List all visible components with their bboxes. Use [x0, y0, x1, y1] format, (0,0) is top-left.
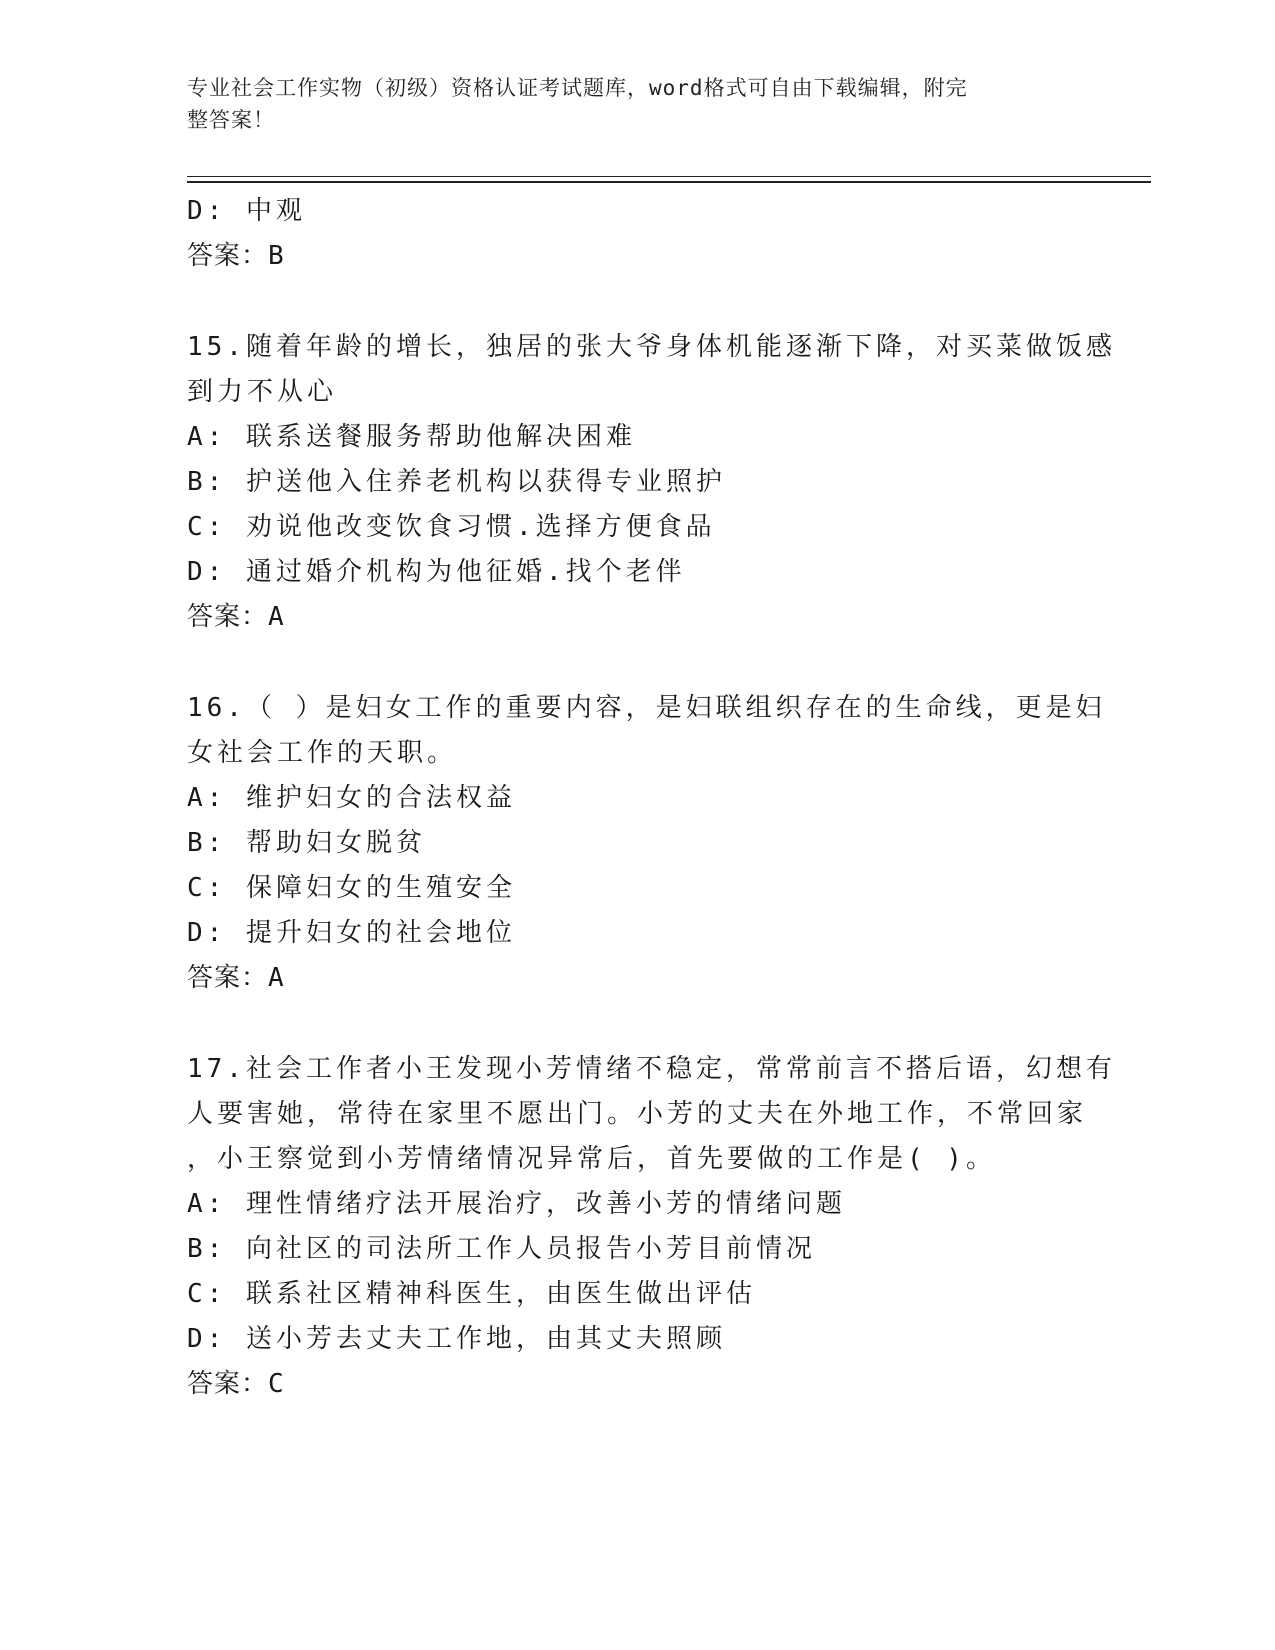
header-divider-thin	[187, 176, 1151, 177]
option-d: D: 提升妇女的社会地位	[187, 918, 516, 948]
answer-value: B	[268, 241, 285, 271]
stem-line: ，小王察觉到小芳情绪情况异常后，首先要做的工作是( )。	[187, 1144, 996, 1174]
answer-label: 答案：	[187, 1369, 269, 1399]
answer-value: A	[268, 963, 285, 993]
header-divider-thick	[187, 181, 1151, 183]
answer-line	[187, 595, 1087, 640]
answer-line	[187, 234, 1087, 279]
answer-value: C	[268, 1369, 285, 1399]
answer-label: 答案：	[187, 963, 269, 993]
question-17	[187, 1047, 1116, 1407]
previous-question-tail	[187, 189, 1087, 279]
option-d: D: 送小芳去丈夫工作地，由其丈夫照顾	[187, 1324, 726, 1354]
question-15	[187, 325, 1116, 640]
option-b: B: 向社区的司法所工作人员报告小芳目前情况	[187, 1234, 816, 1264]
answer-label: 答案：	[187, 602, 269, 632]
answer-value: A	[268, 602, 285, 632]
option-a: A: 联系送餐服务帮助他解决困难	[187, 422, 636, 452]
answer-line	[187, 1362, 1087, 1407]
question-stem	[187, 1047, 1116, 1182]
option-d: D: 通过婚介机构为他征婚.找个老伴	[187, 557, 686, 587]
option-a: A: 维护妇女的合法权益	[187, 783, 516, 813]
answer-label: 答案：	[187, 241, 269, 271]
question-16	[187, 686, 1106, 1001]
stem-line: 女社会工作的天职。	[187, 738, 458, 768]
header-line-2: 整答案！	[187, 108, 275, 132]
question-content	[187, 189, 1116, 1407]
option-c: C: 劝说他改变饮食习惯.选择方便食品	[187, 512, 716, 542]
answer-line	[187, 956, 1087, 1001]
stem-line: 人要害她，常待在家里不愿出门。小芳的丈夫在外地工作，不常回家	[187, 1099, 1088, 1129]
stem-line: 17.社会工作者小王发现小芳情绪不稳定，常常前言不搭后语，幻想有	[187, 1054, 1116, 1084]
option-c: C: 保障妇女的生殖安全	[187, 873, 516, 903]
question-stem	[187, 325, 1116, 415]
option-a: A: 理性情绪疗法开展治疗，改善小芳的情绪问题	[187, 1189, 846, 1219]
option-c: C: 联系社区精神科医生，由医生做出评估	[187, 1279, 756, 1309]
option-b: B: 护送他入住养老机构以获得专业照护	[187, 467, 726, 497]
stem-line: 到力不从心	[187, 377, 338, 407]
header-line-1: 专业社会工作实物（初级）资格认证考试题库，word格式可自由下载编辑，附完	[187, 76, 968, 100]
page-header	[187, 72, 1067, 136]
option-b: B: 帮助妇女脱贫	[187, 828, 426, 858]
stem-line: 15.随着年龄的增长，独居的张大爷身体机能逐渐下降，对买菜做饭感	[187, 332, 1116, 362]
stem-line: 16.（ ）是妇女工作的重要内容，是妇联组织存在的生命线，更是妇	[187, 693, 1106, 723]
option-d: D: 中观	[187, 196, 306, 226]
question-stem	[187, 686, 1106, 776]
